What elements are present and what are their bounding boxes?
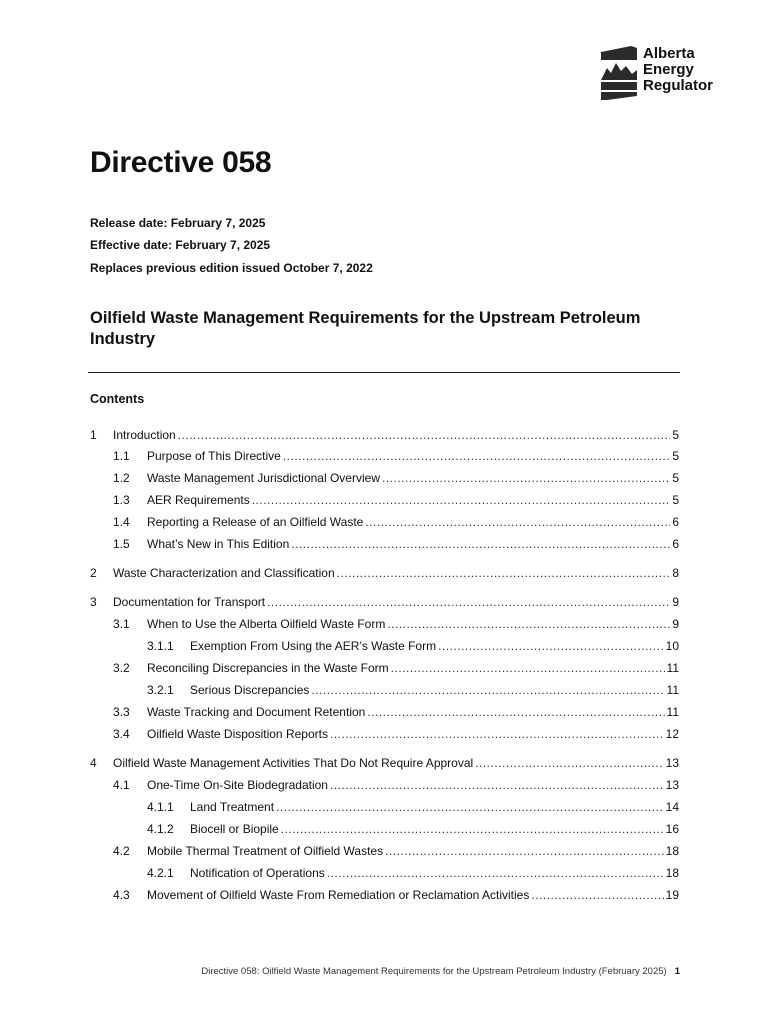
toc-entry-page: 14 <box>665 800 679 814</box>
toc-entry-title: Purpose of This Directive <box>147 449 281 463</box>
toc-entry[interactable] <box>113 887 679 903</box>
toc-entry[interactable] <box>113 704 679 720</box>
logo-wordmark <box>643 46 713 94</box>
toc-dot-leader <box>438 638 664 654</box>
toc-entry-page: 9 <box>672 617 679 631</box>
toc-entry[interactable] <box>113 777 679 793</box>
aer-logo <box>601 46 731 102</box>
toc-entry[interactable] <box>147 682 679 698</box>
toc-entry-page: 6 <box>672 515 679 529</box>
toc-entry-title: Reporting a Release of an Oilfield Waste <box>147 515 364 529</box>
toc-entry-number: 3.2.1 <box>147 683 174 697</box>
contents-heading: Contents <box>90 392 145 406</box>
toc-entry-title: Waste Tracking and Document Retention <box>147 705 366 719</box>
toc-entry[interactable] <box>113 448 679 464</box>
toc-dot-leader <box>311 682 664 698</box>
toc-entry-page: 19 <box>665 888 679 902</box>
toc-entry[interactable] <box>113 470 679 486</box>
toc-entry-title: AER Requirements <box>147 493 250 507</box>
toc-entry-title: When to Use the Alberta Oilfield Waste Form <box>147 617 386 631</box>
toc-entry-number: 3.3 <box>113 705 130 719</box>
toc-dot-leader <box>178 427 671 443</box>
toc-entry[interactable] <box>147 638 679 654</box>
toc-entry-page: 10 <box>665 639 679 653</box>
toc-entry[interactable] <box>147 821 679 837</box>
toc-entry-page: 18 <box>665 866 679 880</box>
toc-entry-number: 1.4 <box>113 515 130 529</box>
toc-entry-number: 4.3 <box>113 888 130 902</box>
toc-entry-page: 16 <box>665 822 679 836</box>
toc-dot-leader <box>337 565 671 581</box>
toc-dot-leader <box>276 799 664 815</box>
logo-line-2: Energy <box>643 61 694 78</box>
toc-entry-title: Oilfield Waste Management Activities That Do Not Require Approval <box>113 756 474 770</box>
toc-entry-title: One-Time On-Site Biodegradation <box>147 778 328 792</box>
toc-entry-page: 5 <box>672 493 679 507</box>
toc-entry[interactable] <box>113 726 679 742</box>
toc-entry-number: 2 <box>90 566 97 580</box>
toc-entry-number: 3.4 <box>113 727 130 741</box>
toc-dot-leader <box>367 704 664 720</box>
toc-entry[interactable] <box>113 616 679 632</box>
toc-entry-number: 3.1.1 <box>147 639 174 653</box>
effective-date: Effective date: February 7, 2025 <box>90 238 271 252</box>
replaces-edition: Replaces previous edition issued October 7, 2022 <box>90 261 373 275</box>
toc-entry[interactable] <box>90 594 679 610</box>
toc-entry-number: 1.5 <box>113 537 130 551</box>
toc-entry-title: Waste Management Jurisdictional Overview <box>147 471 380 485</box>
toc-entry[interactable] <box>113 514 679 530</box>
page-number: 1 <box>674 966 680 977</box>
toc-entry-title: Documentation for Transport <box>113 595 266 609</box>
divider <box>88 372 680 373</box>
toc-entry-title: Biocell or Biopile <box>190 822 279 836</box>
toc-entry-title: Land Treatment <box>190 800 275 814</box>
toc-entry-page: 5 <box>672 471 679 485</box>
toc-entry-page: 13 <box>665 756 679 770</box>
toc-dot-leader <box>267 594 670 610</box>
toc-entry-page: 5 <box>672 449 679 463</box>
toc-entry-number: 4.1 <box>113 778 130 792</box>
toc-entry-number: 1 <box>90 428 97 442</box>
toc-entry-number: 4.2 <box>113 844 130 858</box>
toc-dot-leader <box>330 726 664 742</box>
toc-entry-number: 3.2 <box>113 661 130 675</box>
toc-entry[interactable] <box>113 536 679 552</box>
document-title: Directive 058 <box>90 146 272 179</box>
toc-entry-page: 5 <box>672 428 679 442</box>
toc-dot-leader <box>531 887 663 903</box>
logo-line-1: Alberta <box>643 45 695 62</box>
toc-dot-leader <box>330 777 664 793</box>
toc-entry-page: 18 <box>665 844 679 858</box>
toc-entry-title: Waste Characterization and Classification <box>113 566 335 580</box>
toc-entry[interactable] <box>113 492 679 508</box>
toc-dot-leader <box>475 755 663 771</box>
page-footer <box>0 966 680 977</box>
mountain-logo-icon <box>601 46 638 100</box>
toc-entry[interactable] <box>113 660 679 676</box>
toc-entry-page: 13 <box>665 778 679 792</box>
toc-entry-number: 1.3 <box>113 493 130 507</box>
toc-entry[interactable] <box>90 427 679 443</box>
toc-entry-number: 4.1.1 <box>147 800 174 814</box>
toc-entry-page: 11 <box>666 683 679 697</box>
toc-entry-title: Exemption From Using the AER’s Waste Form <box>190 639 437 653</box>
toc-entry[interactable] <box>90 565 679 581</box>
toc-dot-leader <box>283 448 670 464</box>
toc-entry-title: What’s New in This Edition <box>147 537 290 551</box>
toc-dot-leader <box>281 821 664 837</box>
toc-entry[interactable] <box>147 799 679 815</box>
toc-entry-title: Reconciling Discrepancies in the Waste Form <box>147 661 389 675</box>
toc-entry-number: 1.2 <box>113 471 130 485</box>
toc-entry-number: 1.1 <box>113 449 130 463</box>
toc-dot-leader <box>385 843 664 859</box>
logo-line-3: Regulator <box>643 77 714 94</box>
toc-dot-leader <box>365 514 670 530</box>
toc-dot-leader <box>252 492 671 508</box>
toc-entry-number: 3 <box>90 595 97 609</box>
footer-text: Directive 058: Oilfield Waste Management Requirements for the Upstream Petroleum Industry (February 2025) <box>201 966 667 977</box>
toc-entry[interactable] <box>113 843 679 859</box>
toc-entry-title: Mobile Thermal Treatment of Oilfield Wastes <box>147 844 384 858</box>
toc-entry-page: 6 <box>672 537 679 551</box>
toc-dot-leader <box>387 616 670 632</box>
toc-entry-page: 8 <box>672 566 679 580</box>
toc-entry-title: Notification of Operations <box>190 866 325 880</box>
toc-entry-page: 9 <box>672 595 679 609</box>
toc-dot-leader <box>291 536 670 552</box>
release-date: Release date: February 7, 2025 <box>90 216 266 230</box>
toc-entry-page: 11 <box>666 661 679 675</box>
toc-entry-title: Introduction <box>113 428 176 442</box>
toc-dot-leader <box>391 660 665 676</box>
toc-entry-page: 12 <box>665 727 679 741</box>
toc-entry-title: Movement of Oilfield Waste From Remediation or Reclamation Activities <box>147 888 530 902</box>
toc-dot-leader <box>327 865 664 881</box>
toc-entry-title: Oilfield Waste Disposition Reports <box>147 727 328 741</box>
toc-entry-title: Serious Discrepancies <box>190 683 310 697</box>
toc-entry-number: 4 <box>90 756 97 770</box>
toc-dot-leader <box>382 470 670 486</box>
toc-entry-number: 4.1.2 <box>147 822 174 836</box>
toc-entry[interactable] <box>90 755 679 771</box>
toc-entry[interactable] <box>147 865 679 881</box>
toc-entry-page: 11 <box>666 705 679 719</box>
document-subtitle: Oilfield Waste Management Requirements for the Upstream Petroleum Industry <box>90 309 641 348</box>
toc-entry-number: 4.2.1 <box>147 866 174 880</box>
toc-entry-number: 3.1 <box>113 617 130 631</box>
